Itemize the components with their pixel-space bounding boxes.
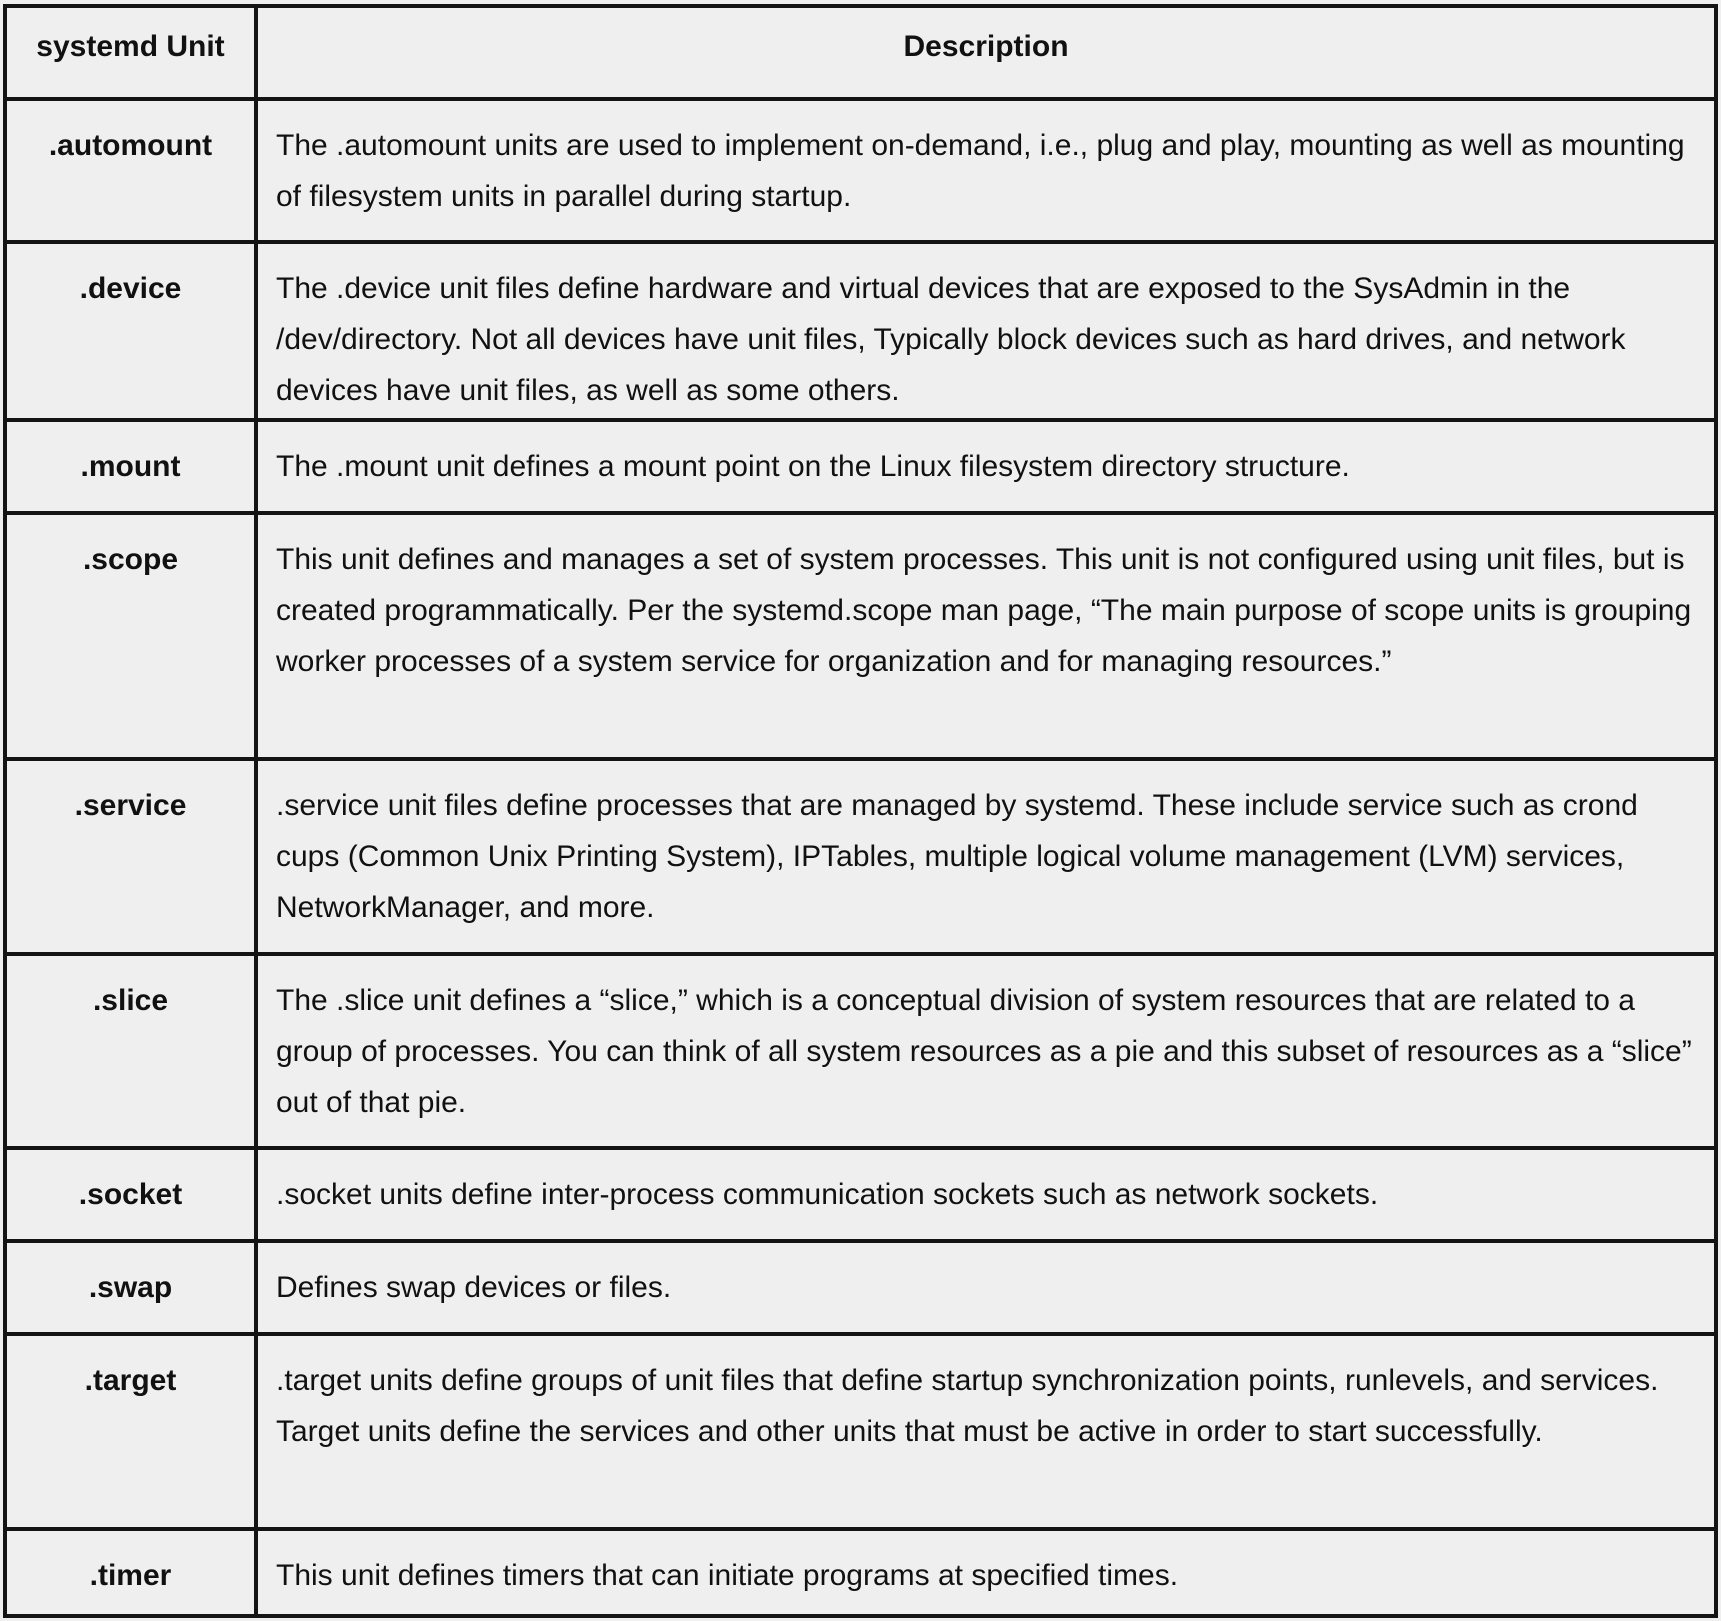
table-row <box>5 420 1716 513</box>
unit-description: This unit defines timers that can initiate programs at specified times. <box>256 1529 1716 1616</box>
unit-description: .service unit files define processes that are managed by systemd. These include service such as crond cups (Common Unix Printing System), IPTables, multiple logical volume management (LVM) services, NetworkManager, and more. <box>256 759 1716 953</box>
table-row <box>5 1148 1716 1241</box>
table-row <box>5 242 1716 419</box>
table-row <box>5 1334 1716 1528</box>
header-description: Description <box>256 6 1716 99</box>
table-row <box>5 99 1716 242</box>
table-row <box>5 1529 1716 1616</box>
unit-name: .scope <box>5 513 256 759</box>
unit-description: .socket units define inter-process communication sockets such as network sockets. <box>256 1148 1716 1241</box>
unit-name: .timer <box>5 1529 256 1616</box>
unit-description: The .device unit files define hardware and virtual devices that are exposed to the SysAdmin in the /dev/directory. Not all devices have unit files, Typically block devices such as hard drives, and network devices have unit files, as well as some others. <box>256 242 1716 419</box>
systemd-units-table <box>3 4 1718 1618</box>
unit-description: Defines swap devices or files. <box>256 1241 1716 1334</box>
unit-name: .mount <box>5 420 256 513</box>
unit-name: .socket <box>5 1148 256 1241</box>
unit-description: The .automount units are used to implement on-demand, i.e., plug and play, mounting as well as mounting of filesystem units in parallel during startup. <box>256 99 1716 242</box>
unit-description: The .mount unit defines a mount point on the Linux filesystem directory structure. <box>256 420 1716 513</box>
unit-description: This unit defines and manages a set of system processes. This unit is not configured using unit files, but is created programmatically. Per the systemd.scope man page, “The main purpose of scope units is grouping worker processes of a system service for organization and for managing resources.” <box>256 513 1716 759</box>
unit-description: .target units define groups of unit files that define startup synchronization points, runlevels, and services. Target units define the services and other units that must be active in order to start successfully. <box>256 1334 1716 1528</box>
table-row <box>5 1241 1716 1334</box>
table-header-row <box>5 6 1716 99</box>
table-row <box>5 954 1716 1148</box>
unit-name: .automount <box>5 99 256 242</box>
unit-name: .slice <box>5 954 256 1148</box>
table-row <box>5 759 1716 953</box>
unit-name: .device <box>5 242 256 419</box>
header-unit: systemd Unit <box>5 6 256 99</box>
unit-name: .target <box>5 1334 256 1528</box>
unit-description: The .slice unit defines a “slice,” which is a conceptual division of system resources that are related to a group of processes. You can think of all system resources as a pie and this subset of resources as a “slice” out of that pie. <box>256 954 1716 1148</box>
unit-name: .swap <box>5 1241 256 1334</box>
unit-name: .service <box>5 759 256 953</box>
table-row <box>5 513 1716 759</box>
